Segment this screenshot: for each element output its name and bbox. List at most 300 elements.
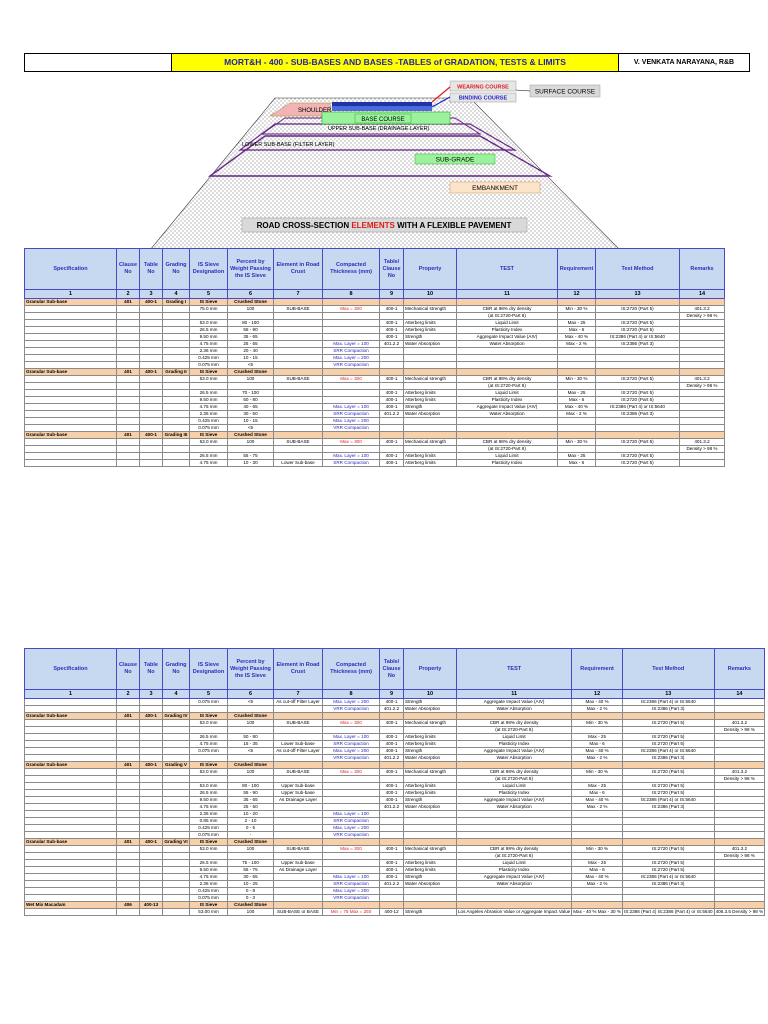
table-cell <box>163 411 190 418</box>
table-cell <box>163 720 190 727</box>
wearing-course-layer <box>332 102 432 106</box>
table-cell <box>404 888 457 895</box>
table-cell <box>117 741 140 748</box>
table-cell: 401.3.2 <box>714 769 765 776</box>
table-cell <box>25 895 117 902</box>
table-cell: Grading I <box>163 299 190 306</box>
table-cell <box>714 755 765 762</box>
table-cell <box>404 369 457 376</box>
table-cell: Water Absorption <box>404 755 457 762</box>
table-cell: Atterberg limits <box>404 397 457 404</box>
table-cell: Max - 25 <box>558 390 596 397</box>
table-cell <box>25 811 117 818</box>
table-cell: (at IS:2720-Part 8) <box>457 446 558 453</box>
table-cell: Max - 25 <box>572 860 623 867</box>
table-cell: Lower Sub-base <box>274 741 323 748</box>
table-cell: 400-1 <box>380 741 404 748</box>
table-cell: 400-1 <box>380 306 404 313</box>
table-cell <box>380 369 404 376</box>
table-cell <box>25 706 117 713</box>
table-cell <box>117 818 140 825</box>
column-header: Remarks <box>714 649 765 690</box>
table-cell: 53.0 mm <box>190 376 228 383</box>
table-cell <box>140 720 163 727</box>
table-cell <box>380 811 404 818</box>
table-cell <box>714 867 765 874</box>
table-cell: Max - 2 % <box>558 411 596 418</box>
table-cell: CBR at 98% dry density <box>457 439 558 446</box>
table-cell: 2.36 mm <box>190 411 228 418</box>
table-row <box>25 853 765 860</box>
table-row <box>25 818 765 825</box>
table-cell <box>25 748 117 755</box>
table-cell <box>714 825 765 832</box>
table-cell <box>457 355 558 362</box>
table-cell: Max - 25 <box>572 783 623 790</box>
table-cell <box>380 446 404 453</box>
table-cell: IS:2720 (Part 5) <box>622 769 714 776</box>
table-cell: Atterberg limits <box>404 860 457 867</box>
table-cell <box>596 355 680 362</box>
table-cell <box>622 713 714 720</box>
table-cell: 10 - 15 <box>228 418 274 425</box>
table-cell: Grading VI <box>164 839 188 844</box>
table-cell <box>714 839 765 846</box>
table-cell: IS:2720 (Part 5) <box>622 860 714 867</box>
table-cell: 4.75 mm <box>190 341 228 348</box>
table-cell <box>140 860 163 867</box>
table-cell <box>25 853 117 860</box>
table-cell <box>163 818 190 825</box>
table-cell <box>714 902 765 909</box>
table-cell <box>380 418 404 425</box>
table-cell <box>596 348 680 355</box>
table-cell <box>117 734 140 741</box>
table-cell: 400-1 <box>380 699 404 706</box>
table-cell: Strength <box>404 334 457 341</box>
table-cell: IS:2720 (Part 5) <box>622 734 714 741</box>
column-number: 13 <box>622 690 714 699</box>
table-cell: 9.50 mm <box>190 334 228 341</box>
table-cell <box>163 832 190 839</box>
table-cell: 100 <box>228 720 274 727</box>
table-cell: 400-1 <box>380 334 404 341</box>
table-cell: SRR Compaction <box>323 460 380 467</box>
embankment-label: EMBANKMENT <box>472 185 518 192</box>
table-cell <box>163 748 190 755</box>
table-cell: Mechanical strength <box>404 376 457 383</box>
table-cell <box>457 369 558 376</box>
table-cell: Max - 6 <box>558 460 596 467</box>
table-row <box>25 797 765 804</box>
table-cell <box>404 776 457 783</box>
table-cell <box>25 860 117 867</box>
table-cell <box>117 425 140 432</box>
table-cell: IS Sieve <box>190 432 228 439</box>
column-number: 10 <box>404 690 457 699</box>
table-cell: Atterberg limits <box>404 390 457 397</box>
table-row <box>25 888 765 895</box>
table-cell <box>274 446 323 453</box>
table-cell <box>572 713 623 720</box>
section-row <box>25 369 725 376</box>
column-number: 7 <box>274 290 323 299</box>
table-row <box>25 860 765 867</box>
table-cell <box>140 313 163 320</box>
table-cell: 4.75 mm <box>190 404 228 411</box>
column-number: 8 <box>323 290 380 299</box>
table-cell: Water Absorption <box>404 341 457 348</box>
table-cell <box>117 748 140 755</box>
table-cell <box>163 783 190 790</box>
table-cell: 400-1 <box>380 390 404 397</box>
table-cell <box>140 881 163 888</box>
shoulder-label: SHOULDER <box>298 108 332 114</box>
table-cell <box>117 383 140 390</box>
table-cell: IS Sieve <box>190 299 228 306</box>
table-cell <box>163 313 190 320</box>
table-cell: 401.2.2 <box>380 341 404 348</box>
table-cell: Density > 98 % <box>680 313 725 320</box>
table-cell <box>117 306 140 313</box>
table-row <box>25 769 765 776</box>
table-cell <box>596 446 680 453</box>
column-header: Compacted Thickness (mm) <box>323 649 380 690</box>
table-cell: 406 <box>117 902 140 909</box>
column-header: Requirement <box>572 649 623 690</box>
table-cell: IS:2720 (Part 5) <box>596 460 680 467</box>
table-cell <box>714 804 765 811</box>
table-cell: (at IS:2720-Part 8) <box>457 776 572 783</box>
table-cell <box>25 741 117 748</box>
table-cell: Water Absorption <box>457 804 572 811</box>
table-cell <box>323 797 380 804</box>
table-cell <box>404 418 457 425</box>
table-cell: 30 - 55 <box>228 874 274 881</box>
table-cell: IS:2720 (Part 5) <box>596 327 680 334</box>
table-cell <box>274 453 323 460</box>
table-row <box>25 390 725 397</box>
table-cell: 400-1 <box>380 748 404 755</box>
table-cell <box>117 790 140 797</box>
table-row <box>25 362 725 369</box>
table-cell: 10 - 25 <box>228 881 274 888</box>
table-cell <box>140 790 163 797</box>
table-cell <box>25 699 117 706</box>
table-cell: 53.0 mm <box>190 439 228 446</box>
table-cell: CBR at 98% dry density <box>457 846 572 853</box>
table-cell: (at IS:2720-Part 8) <box>457 853 572 860</box>
column-header: Element in Road Crust <box>274 249 323 290</box>
table-cell <box>274 355 323 362</box>
table-row <box>25 460 725 467</box>
table-cell <box>117 860 140 867</box>
table-cell: Grading III <box>163 432 190 439</box>
table-cell <box>163 874 190 881</box>
table-cell <box>596 418 680 425</box>
table-cell <box>140 853 163 860</box>
diagram-caption: ROAD CROSS-SECTION ELEMENTS WITH A FLEXIBLE PAVEMENT <box>256 221 512 230</box>
table-cell <box>25 727 117 734</box>
table-cell: 2.36 mm <box>190 881 228 888</box>
table-cell <box>163 734 190 741</box>
table-cell <box>25 411 117 418</box>
table-cell <box>680 341 725 348</box>
table-cell <box>140 706 163 713</box>
table-cell: 53.0 mm <box>190 846 228 853</box>
table-cell <box>140 888 163 895</box>
table-cell <box>558 425 596 432</box>
table-cell <box>25 313 117 320</box>
table-cell <box>457 902 572 909</box>
table-cell: Density > 98 % <box>714 776 765 783</box>
table-cell: Mechanical strength <box>404 306 457 313</box>
table-cell <box>274 320 323 327</box>
table-cell <box>25 362 117 369</box>
table-cell: Liquid Limit <box>457 453 558 460</box>
table-cell <box>680 432 725 439</box>
table-cell: Atterberg limits <box>404 783 457 790</box>
table-cell: 55 - 90 <box>228 790 274 797</box>
table-cell: Liquid Limit <box>457 734 572 741</box>
table-cell: Max - 6 <box>558 397 596 404</box>
table-cell <box>274 299 323 306</box>
table-cell: 401.2.2 <box>380 755 404 762</box>
table-cell <box>404 362 457 369</box>
table-cell: Crushed Stone <box>228 713 274 720</box>
table-cell: 25 - 50 <box>228 804 274 811</box>
table-cell <box>323 397 380 404</box>
table-cell <box>117 355 140 362</box>
table-cell <box>558 355 596 362</box>
table-cell <box>274 383 323 390</box>
table-cell: SUB-BASE <box>274 769 323 776</box>
table-cell: Max - 40 % <box>572 797 623 804</box>
table-cell <box>680 320 725 327</box>
table-cell <box>190 727 228 734</box>
table-cell <box>140 769 163 776</box>
table-cell <box>25 720 117 727</box>
table-cell <box>190 446 228 453</box>
table-cell <box>117 783 140 790</box>
table-cell: 53.0 mm <box>190 320 228 327</box>
table-cell <box>163 867 190 874</box>
column-header: IS Sieve Designation <box>190 649 228 690</box>
table-cell <box>163 825 190 832</box>
table-cell <box>163 895 190 902</box>
table-cell <box>714 860 765 867</box>
table-cell <box>457 895 572 902</box>
author-label: V. VENKATA NARAYANA, R&B <box>633 59 735 66</box>
table-row <box>25 790 765 797</box>
table-cell: Granular Sub-base <box>25 713 117 720</box>
table-cell <box>404 432 457 439</box>
table-cell: IS Sieve <box>190 713 228 720</box>
table-cell: Aggregate Impact Value (AIV) <box>457 797 572 804</box>
table-cell <box>457 762 572 769</box>
table-cell: 100 <box>228 306 274 313</box>
table-cell <box>228 313 274 320</box>
table-cell <box>680 362 725 369</box>
table-cell: 400-1 <box>140 369 163 376</box>
table-cell <box>117 404 140 411</box>
table-cell <box>117 825 140 832</box>
table-cell <box>140 383 163 390</box>
table-row <box>25 313 725 320</box>
table-cell: Atterberg limits <box>404 734 457 741</box>
table-cell: 400-1 <box>380 376 404 383</box>
table-cell <box>274 404 323 411</box>
table-cell <box>117 776 140 783</box>
table-cell <box>404 895 457 902</box>
table-cell: 401.2.2 <box>380 411 404 418</box>
table-cell: Granular Sub-base <box>25 762 117 769</box>
table-cell: Strength <box>404 909 457 916</box>
table-cell: IS:2720 (Part 5) <box>622 783 714 790</box>
table-row <box>25 874 765 881</box>
table-row <box>25 376 725 383</box>
table-cell: SUB-BASE or BASE <box>274 909 323 916</box>
table-cell <box>404 825 457 832</box>
table-cell: 9.50 mm <box>190 867 228 874</box>
table-cell <box>457 825 572 832</box>
binding-course-layer <box>332 106 432 111</box>
table-cell: Los Angeles Abrasion Value or Aggregate Impact Value <box>458 909 571 914</box>
column-number: 4 <box>163 290 190 299</box>
table-cell <box>117 418 140 425</box>
table-cell <box>596 362 680 369</box>
table-cell: IS Sieve <box>190 369 228 376</box>
table-cell <box>558 432 596 439</box>
table-cell <box>274 411 323 418</box>
table-cell: Max = 300 <box>323 376 380 383</box>
table-cell <box>25 306 117 313</box>
table-cell <box>380 383 404 390</box>
table-cell: IS:2386 (Part 4) or IS:5640 <box>622 748 714 755</box>
table-cell <box>404 713 457 720</box>
table-cell <box>140 825 163 832</box>
table-cell: 0.075 mm <box>190 832 228 839</box>
table-cell <box>140 741 163 748</box>
table-cell: IS:2386 (Part 3) <box>596 341 680 348</box>
column-number: 14 <box>714 690 765 699</box>
table-cell <box>274 334 323 341</box>
table-cell: IS:2386 (Part 4) or IS:5640 <box>596 404 680 411</box>
table-row <box>25 909 765 916</box>
table-cell: Max. Layer = 100 <box>323 404 380 411</box>
column-number: 6 <box>228 690 274 699</box>
table-cell: Grading V <box>163 762 190 769</box>
table-cell: 400-1 <box>380 860 404 867</box>
table-cell <box>323 860 380 867</box>
table-cell <box>163 404 190 411</box>
table-cell: IS:2720 (Part 5) <box>596 306 680 313</box>
table-cell <box>404 299 457 306</box>
table-cell: 400-1 <box>380 320 404 327</box>
table-cell <box>163 811 190 818</box>
column-number: 9 <box>380 690 404 699</box>
table-cell: 0.425 mm <box>190 825 228 832</box>
table-cell <box>572 902 623 909</box>
table-row <box>25 881 765 888</box>
table-cell: Max - 2 % <box>558 341 596 348</box>
table-cell: 0 - 3 <box>228 895 274 902</box>
table-cell: Atterberg limits <box>404 867 457 874</box>
table-cell <box>163 881 190 888</box>
table-2-header-row <box>25 649 765 690</box>
table-cell <box>25 734 117 741</box>
column-header: Table No <box>140 649 163 690</box>
section-row <box>25 713 765 720</box>
table-cell <box>163 390 190 397</box>
table-cell <box>714 748 765 755</box>
table-row <box>25 446 725 453</box>
table-cell <box>323 432 380 439</box>
table-cell <box>163 341 190 348</box>
table-cell: 0 - 8 <box>228 888 274 895</box>
table-cell <box>25 460 117 467</box>
table-cell: Water Absorption <box>457 411 558 418</box>
table-cell <box>274 895 323 902</box>
section-row <box>25 299 725 306</box>
table-cell: Plasticity Index <box>457 741 572 748</box>
table-cell: Max = 300 <box>323 439 380 446</box>
column-header: TEST <box>457 649 572 690</box>
table-cell <box>572 895 623 902</box>
table-cell <box>163 362 190 369</box>
table-cell: SRR Compaction <box>323 881 380 888</box>
column-header: Compacted Thickness (mm) <box>323 249 380 290</box>
table-cell <box>572 727 623 734</box>
section-row <box>25 762 765 769</box>
table-cell: Max. Layer = 100 <box>323 811 380 818</box>
table-cell <box>404 853 457 860</box>
table-row <box>25 327 725 334</box>
table-cell: Min - 30 % <box>572 720 623 727</box>
table-cell: <5 <box>228 425 274 432</box>
table-cell <box>25 881 117 888</box>
table-cell <box>596 313 680 320</box>
table-cell <box>404 818 457 825</box>
table-cell <box>380 895 404 902</box>
table-cell <box>572 832 623 839</box>
table-cell <box>163 888 190 895</box>
table-row <box>25 867 765 874</box>
table-cell <box>25 874 117 881</box>
table-cell <box>323 369 380 376</box>
table-cell <box>140 909 163 916</box>
table-cell <box>140 334 163 341</box>
table-cell: 35 - 65 <box>228 334 274 341</box>
upper-sub-base-label: UPPER SUB-BASE (DRAINAGE LAYER) <box>328 126 430 132</box>
table-cell <box>117 846 140 853</box>
table-cell <box>140 425 163 432</box>
table-cell <box>163 706 190 713</box>
table-cell <box>323 902 380 909</box>
table-cell: 9.50 mm <box>190 397 228 404</box>
table-cell: 401 <box>117 432 140 439</box>
table-row <box>25 383 725 390</box>
table-cell <box>714 832 765 839</box>
table-cell <box>274 727 323 734</box>
table-cell: CBR at 98% dry density <box>457 376 558 383</box>
table-cell: Density > 98 % <box>680 446 725 453</box>
table-cell: (at IS:2720-Part 8) <box>457 313 558 320</box>
table-cell: 400-1 <box>380 874 404 881</box>
table-cell <box>622 832 714 839</box>
table-cell <box>25 797 117 804</box>
table-cell: Granular Sub-base <box>25 299 117 306</box>
